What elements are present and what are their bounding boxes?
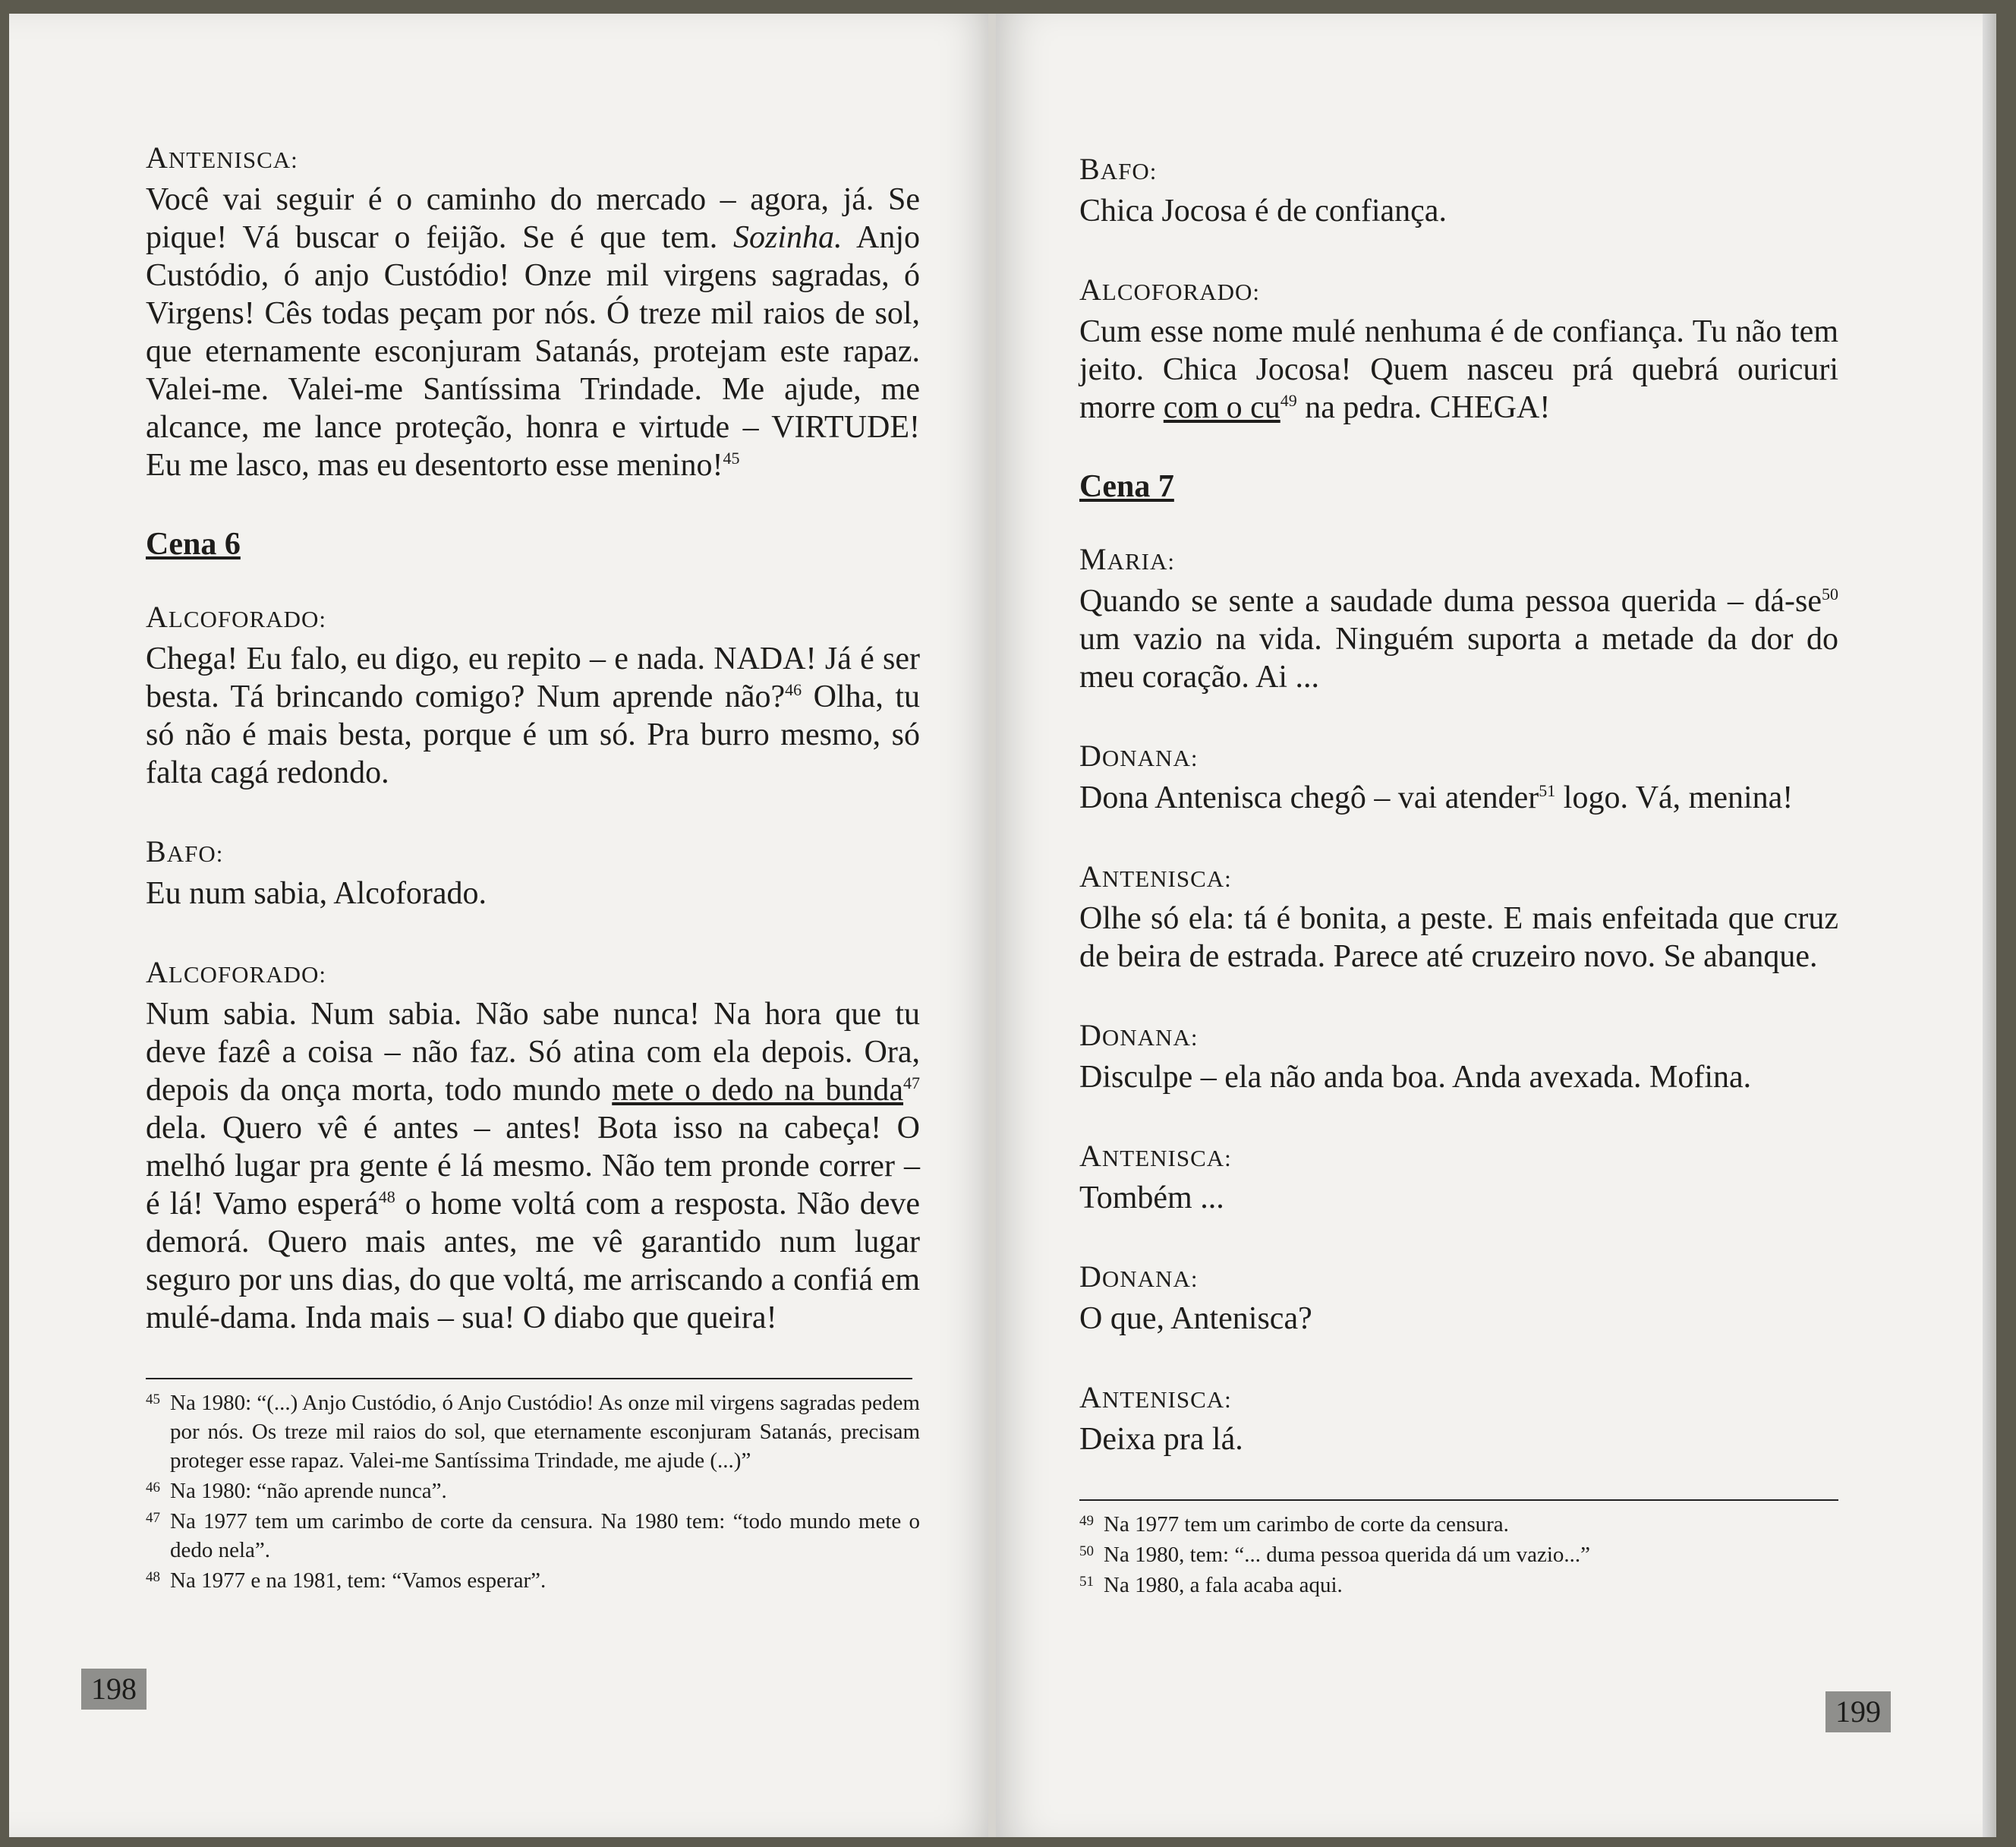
speaker-name: DONANA: (1079, 739, 1199, 773)
scene-heading: Cena 6 (146, 527, 241, 562)
footnote-text: Na 1980, a fala acaba aqui. (1104, 1573, 1343, 1597)
speaker-name: ALCOFORADO: (146, 955, 326, 989)
speaker-name: BAFO: (1079, 152, 1158, 186)
speech-text: Chica Jocosa é de confiança. (1079, 194, 1447, 229)
speaker-name: ANTENISCA: (1079, 859, 1232, 894)
speaker-name: ALCOFORADO: (1079, 273, 1260, 307)
footnote-rule (146, 1378, 912, 1379)
speech-text: Quando se sente a saudade duma pessoa querida – $dá-se^{50}$ um vazio na vida. Ninguém suporta a metade da dor do meu coração. Ai ... (1079, 584, 1838, 695)
speech-text: Tombém ... (1079, 1180, 1224, 1215)
footnote (146, 1388, 920, 1475)
footnotes (146, 1388, 920, 1595)
footnote-number: 51 (1079, 1574, 1094, 1590)
speech-text: Chega! Eu falo, eu digo, eu repito – e nada. NADA! Já é ser besta. Tá brincando comigo? Num aprende não?$^{46}$ Olha, tu só não é mais besta, porque é um só. Pra burro mesmo, só falta cagá redondo. (146, 641, 921, 790)
footnote-text: Na 1980: “(...) Anjo Custódio, ó Anjo Custódio! As onze mil virgens sagradas pedem por nós. Os treze mil raios do sol, que eternamente esconjuram Satanás, precisam proteger esse rapaz. Valei-me Santíssima Trindade, me ajude (...)” (170, 1391, 920, 1473)
left-page (9, 14, 996, 1837)
footnote-text: Na 1977 e na 1981, tem: “Vamos esperar”. (170, 1568, 547, 1593)
footnote-number: 49 (1079, 1513, 1094, 1529)
speaker-name: DONANA: (1079, 1259, 1199, 1294)
footnote-number: 47 (146, 1510, 160, 1526)
footnote (1079, 1540, 1838, 1569)
speaker-name: BAFO: (146, 834, 224, 868)
page-edge (1983, 14, 1996, 1837)
speech-text: Dona Antenisca chegô – vai atender$^{51}$ logo. Vá, menina! (1079, 780, 1794, 815)
speaker-name: ANTENISCA: (146, 140, 298, 175)
speech-text: O que, Antenisca? (1079, 1301, 1312, 1336)
left-page-number: 198 (81, 1669, 146, 1710)
speaker-name: ANTENISCA: (1079, 1139, 1232, 1173)
footnote (146, 1507, 920, 1565)
speech-text: Eu num sabia, Alcoforado. (146, 876, 487, 911)
speaker-name: ANTENISCA: (1079, 1380, 1232, 1414)
footnote (146, 1566, 920, 1595)
footnote-text: Na 1977 tem um carimbo de corte da censura. (1104, 1512, 1509, 1537)
footnote (1079, 1571, 1838, 1600)
speech-text: Num sabia. Num sabia. Não sabe nunca! Na hora que tu deve fazê a coisa – não faz. Só atina com ela depois. Ora, depois da onça morta, todo mundo mete o dedo na bunda$^{47}$ dela. Quero vê é antes – antes! Bota isso na cabeça! O melhó lugar pra gente é lá mesmo. Não tem pronde correr – é lá! Vamo esperá$^{48}$ o home voltá com a resposta. Não deve demorá. Quero mais antes, me vê garantido num lugar seguro por uns dias, do que voltá, me arriscando a confiá em mulé-dama. Inda mais – sua! O diabo que queira! (146, 997, 921, 1335)
speech-text: Cum esse nome mulé nenhuma é de confiança. Tu não tem jeito. Chica Jocosa! Quem nasceu prá quebrá ouricuri morre com o $cu^{49}$ na pedra. CHEGA! (1079, 314, 1838, 425)
footnotes (1079, 1510, 1838, 1600)
right-page-number: 199 (1825, 1691, 1891, 1732)
speech-text: Você vai seguir é o caminho do mercado – agora, já. Se pique! Vá buscar o feijão. Se é que tem. Sozinha. Anjo Custódio, ó anjo Custódio! Onze mil virgens sagradas, ó Virgens! Cês todas peçam por nós. Ó treze mil raios de sol, que eternamente esconjuram Satanás, protejam este rapaz. Valei-me. Valei-me Santíssima Trindade. Me ajude, me alcance, me lance proteção, honra e virtude – VIRTUDE! Eu me lasco, mas eu desentorto esse menino!$^{45}$ (146, 182, 920, 483)
footnote-rule (1079, 1499, 1838, 1501)
speech-text: Disculpe – ela não anda boa. Anda avexada. Mofina. (1079, 1060, 1752, 1095)
speech-text: Deixa pra lá. (1079, 1422, 1243, 1457)
footnote (146, 1477, 920, 1505)
right-page-text (1079, 150, 1838, 1601)
footnote-number: 48 (146, 1569, 160, 1585)
footnote-number: 45 (146, 1392, 160, 1407)
speech-text: Olhe só ela: tá é bonita, a peste. E mais enfeitada que cruz de beira de estrada. Parece até cruzeiro novo. Se abanque. (1079, 901, 1838, 974)
speaker-name: DONANA: (1079, 1018, 1199, 1052)
right-page (996, 14, 1996, 1837)
scene-heading: Cena 7 (1079, 469, 1174, 504)
speaker-name: ALCOFORADO: (146, 600, 326, 634)
footnote-text: Na 1977 tem um carimbo de corte da censura. Na 1980 tem: “todo mundo mete o dedo nela”. (170, 1509, 920, 1562)
footnote-number: 50 (1079, 1543, 1094, 1559)
footnote-text: Na 1980, tem: “... duma pessoa querida dá um vazio...” (1104, 1543, 1591, 1567)
left-page-text (146, 139, 920, 1596)
footnote-text: Na 1980: “não aprende nunca”. (170, 1479, 447, 1503)
footnote-number: 46 (146, 1480, 160, 1496)
footnote (1079, 1510, 1838, 1539)
speaker-name: MARIA: (1079, 542, 1175, 576)
